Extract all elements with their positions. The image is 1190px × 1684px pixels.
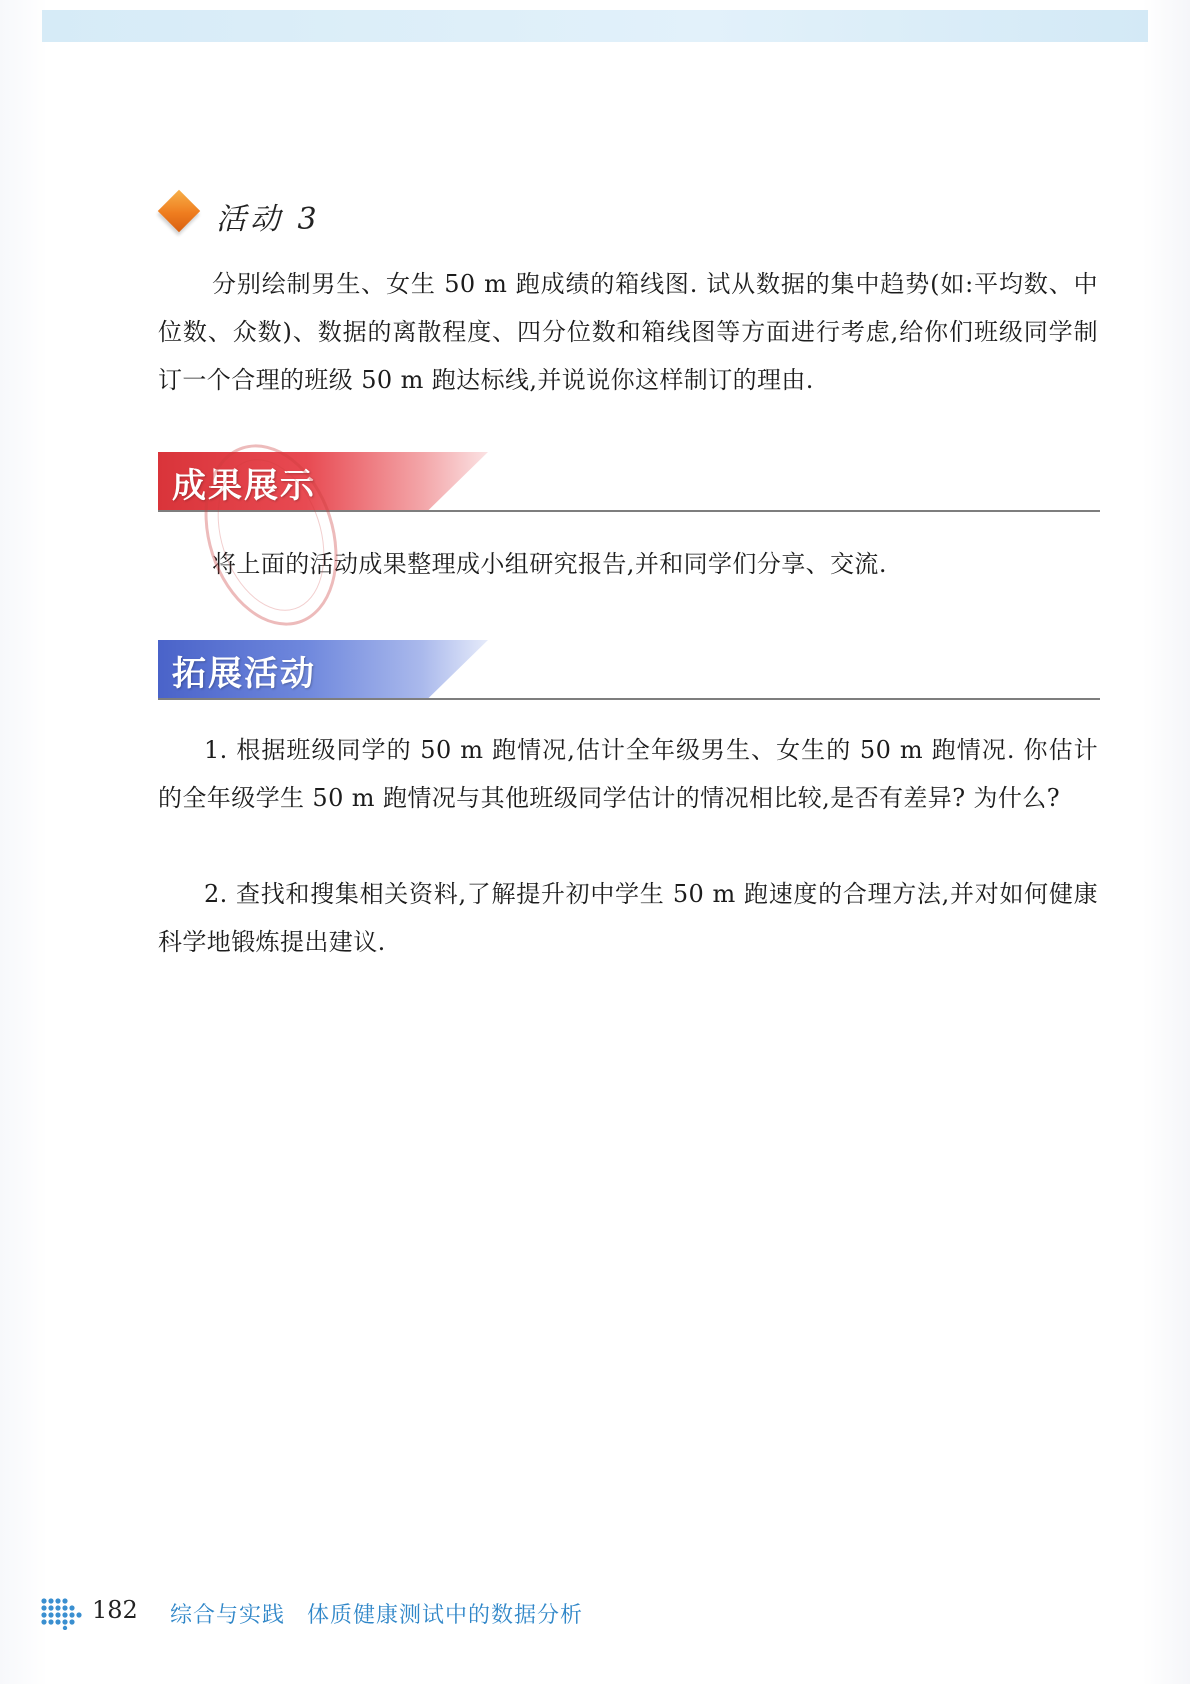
extension-heading: 拓展活动 <box>172 654 316 694</box>
extension-divider <box>158 698 1100 700</box>
extension-item-2: 2. 查找和搜集相关资料,了解提升初中学生 50 m 跑速度的合理方法,并对如何健康科学地锻炼提出建议. <box>158 880 1098 956</box>
results-paragraph: 将上面的活动成果整理成小组研究报告,并和同学们分享、交流. <box>212 550 887 578</box>
activity-title: 活动 3 <box>216 202 321 237</box>
extension-item-1: 1. 根据班级同学的 50 m 跑情况,估计全年级男生、女生的 50 m 跑情况. 你估计的全年级学生 50 m 跑情况与其他班级同学估计的情况相比较,是否有差异? 为什么? <box>158 736 1098 812</box>
results-banner <box>158 452 1100 512</box>
footer-section: 综合与实践 <box>170 1603 286 1628</box>
dot-grid-icon <box>40 1596 84 1630</box>
top-header-band <box>42 10 1148 42</box>
page-footer <box>40 1592 740 1632</box>
extension-banner <box>158 640 1100 700</box>
footer-caption <box>170 1598 583 1629</box>
footer-topic: 体质健康测试中的数据分析 <box>307 1603 584 1628</box>
results-divider <box>158 510 1100 512</box>
results-heading: 成果展示 <box>172 466 316 506</box>
page-number: 182 <box>92 1596 138 1624</box>
activity-paragraph: 分别绘制男生、女生 50 m 跑成绩的箱线图. 试从数据的集中趋势(如:平均数、中位数、众数)、数据的离散程度、四分位数和箱线图等方面进行考虑,给你们班级同学制订一个合理的班级 50 m 跑达标线,并说说你这样制订的理由. <box>158 270 1098 394</box>
